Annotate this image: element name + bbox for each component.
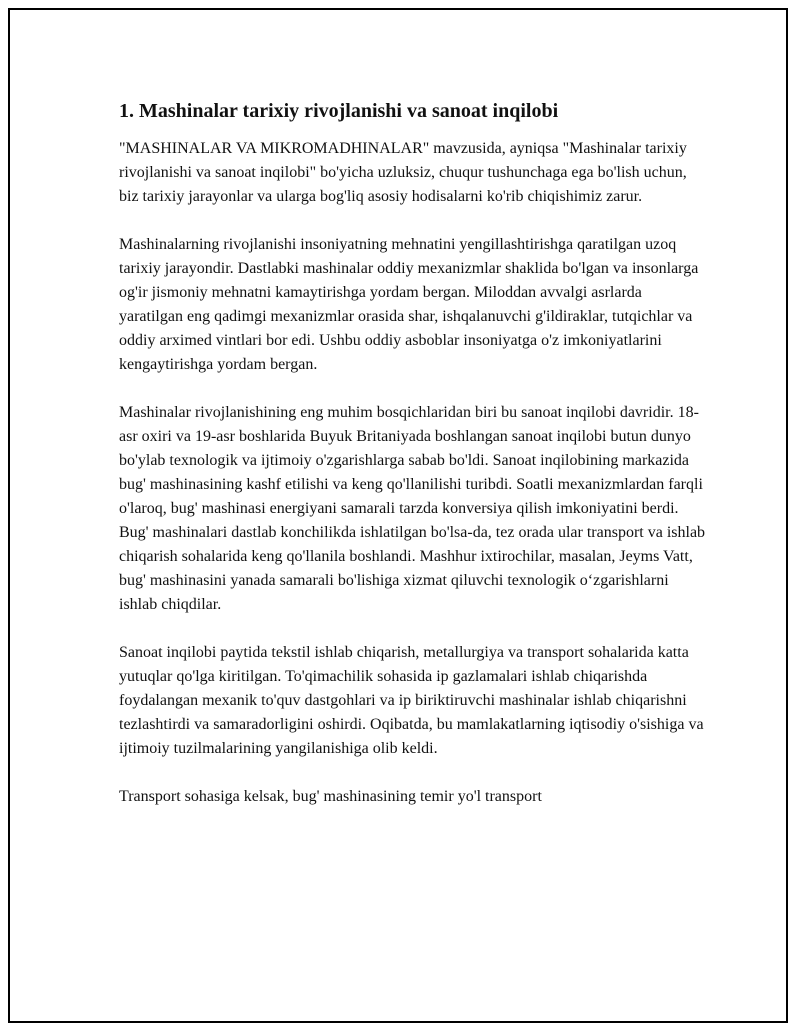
paragraph-intro: "MASHINALAR VA MIKROMADHINALAR" mavzusida, ayniqsa "Mashinalar tarixiy rivojlanishi va sanoat inqilobi" bo'yicha uzluksiz, chuqur tushunchaga ega bo'lish uchun, biz tarixiy jarayonlar va ularga bog'liq asosiy hodisalarni ko'rib chiqishimiz zarur. [119, 140, 687, 205]
document-page [8, 8, 788, 1023]
document-body [119, 98, 709, 833]
section-heading: 1. Mashinalar tarixiy rivojlanishi va sanoat inqilobi [119, 100, 559, 122]
paragraph-industrial-revolution: Mashinalar rivojlanishining eng muhim bosqichlaridan biri bu sanoat inqilobi davridir. 18-asr oxiri va 19-asr boshlarida Buyuk Britaniyada boshlangan sanoat inqilobi butun dunyo bo'ylab texnologik va ijtimoiy o'zgarishlarga sabab bo'ldi. Sanoat inqilobining markazida bug' mashinasining kashf etilishi va keng qo'llanilishi turibdi. Soatli mexanizmlardan farqli o'laroq, bug' mashinasi energiyani samarali tarzda konversiya qilish imkoniyatini berdi. Bug' mashinalari dastlab konchilikda ishlatilgan bo'lsa-da, tez orada ular transport va ishlab chiqarish sohalarida keng qo'llanila boshlandi. Mashhur ixtirochilar, masalan, Jeyms Vatt, bug' mashinasini yanada samarali bo'lishiga xizmat qiluvchi texnologik o‘zgarishlarni ishlab chiqdilar. [119, 404, 706, 613]
paragraph-textile-metallurgy: Sanoat inqilobi paytida tekstil ishlab chiqarish, metallurgiya va transport sohalarida katta yutuqlar qo'lga kiritilgan. To'qimachilik sohasida ip gazlamalari ishlab chiqarishda foydalangan mexanik to'quv dastgohlari va ip biriktiruvchi mashinalar ishlab chiqarishni tezlashtirdi va samaradorligini oshirdi. Oqibatda, bu mamlakatlarning iqtisodiy o'sishiga va ijtimoiy tuzilmalarining yangilanishiga olib keldi. [119, 644, 704, 757]
paragraph-early-machines: Mashinalarning rivojlanishi insoniyatning mehnatini yengillashtirishga qaratilgan uzoq tarixiy jarayondir. Dastlabki mashinalar oddiy mexanizmlar shaklida bo'lgan va insonlarga og'ir jismoniy mehnatni kamaytirishga yordam bergan. Miloddan avvalgi asrlarda yaratilgan eng qadimgi mexanizmlar orasida shar, ishqalanuvchi g'ildiraklar, tutqichlar va oddiy arximed vintlari bor edi. Ushbu oddiy asboblar insoniyatga o'z imkoniyatlarini kengaytirishga yordam bergan. [119, 236, 699, 373]
paragraph-transport: Transport sohasiga kelsak, bug' mashinasining temir yo'l transport [119, 788, 542, 805]
